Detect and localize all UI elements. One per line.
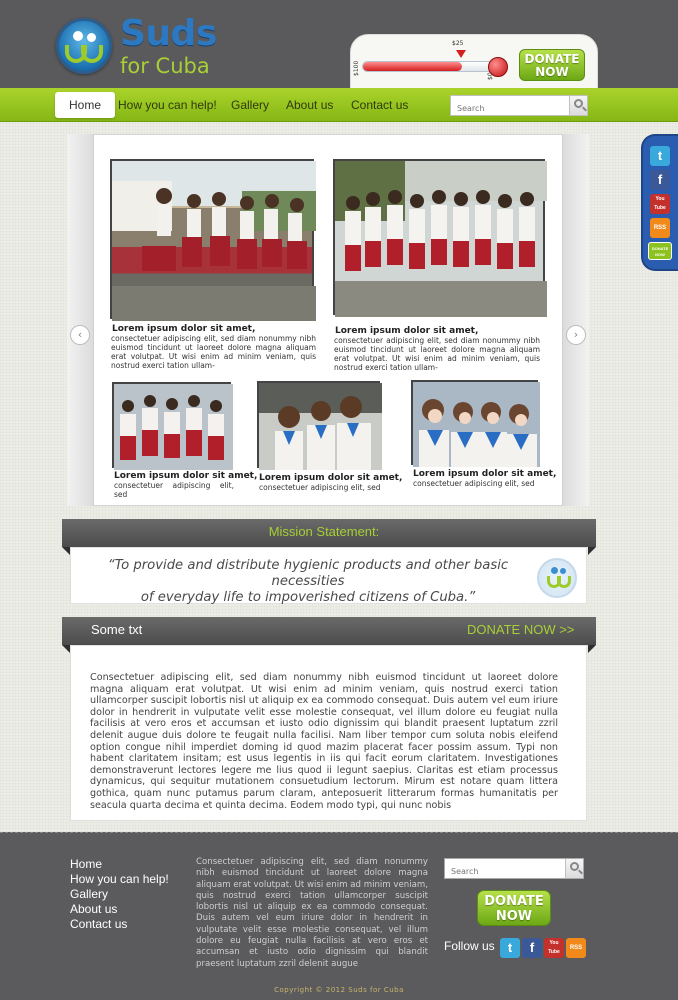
logo-title[interactable]: Suds	[120, 13, 217, 54]
footer-link-how-you-can-help[interactable]: How you can help!	[70, 872, 169, 886]
nav-about-us[interactable]: About us	[286, 98, 334, 112]
slider-photo[interactable]	[110, 159, 314, 319]
donate-button-header[interactable]: DONATE NOW	[519, 49, 585, 81]
twitter-icon[interactable]: t	[650, 146, 670, 166]
footer-youtube-icon[interactable]: You Tube	[544, 938, 564, 958]
nav-contact-us[interactable]: Contact us	[351, 98, 409, 112]
thermometer-max-label: $100	[353, 60, 360, 76]
mission-quote-line: “To provide and distribute hygienic products and other basic necessities	[107, 558, 509, 589]
slider-next-button[interactable]: ›	[566, 325, 586, 345]
logo-subtitle[interactable]: for Cuba	[120, 54, 210, 78]
footer-link-home[interactable]: Home	[70, 857, 103, 871]
slider-photo[interactable]	[411, 380, 538, 465]
search-icon	[570, 862, 579, 871]
slide-caption-title: Lorem ipsum dolor sit amet,	[335, 326, 479, 336]
mission-logo-icon	[537, 558, 577, 598]
search-button[interactable]	[569, 96, 587, 115]
footer-link-about-us[interactable]: About us	[70, 902, 118, 916]
some-txt-body: Consectetuer adipiscing elit, sed diam nonummy nibh euismod tincidunt ut laoreet dolore magna aliquam erat volutpat. Ut wisi enim ad minim veniam, quis nostrud exerci tation ullamcorper suscipit lobortis nisl ut aliquip ex ea commodo consequat. Duis autem vel eum iriure dolor in hendrerit in vulputate velit esse molestie consequat, vel illum dolore eu feugiat nulla facilisis at vero eros et accumsan et iusto odio dignissim qui blandit praesent luptatum zzril delenit augue duis dolore te feugait nulla facilisi. Nam liber tempor cum soluta nobis eleifend option congue nihil imperdiet doming id quod mazim placerat facer possim assum. Typi non habent claritatem insitam; est usus legentis in iis qui facit eorum claritatem. Investigationes demonstraverunt lectores legere me lius quod ii legunt saepius. Claritas est etiam processus dynamicus, qui sequitur mutationem consuetudium lectorum. Mirum est notare quam littera gothica, quam nunc putamus parum claram, anteposuerit litterarum formas humanitatis per seacula quarta decima et quinta decima. Eodem modo typi, qui nunc nobis	[90, 672, 558, 811]
donate-now-link[interactable]: DONATE NOW >>	[467, 622, 575, 637]
footer-rss-icon[interactable]: RSS	[566, 938, 586, 958]
footer-twitter-icon[interactable]: t	[500, 938, 520, 958]
youtube-icon[interactable]: You Tube	[650, 194, 670, 214]
slider-photo[interactable]	[112, 382, 231, 468]
slider-rail-left	[67, 134, 94, 506]
mission-quote	[84, 558, 532, 606]
donate-icon[interactable]: DONATE NOW	[648, 242, 672, 260]
nav-home[interactable]: Home	[55, 92, 115, 118]
slide-caption-body: consectetuer adipiscing elit, sed	[259, 483, 381, 492]
thermometer-min-label: $0	[487, 72, 494, 80]
footer-search-input[interactable]	[445, 862, 555, 881]
slide-caption-body: consectetuer adipiscing elit, sed diam nonummy nibh euismod tincidunt ut laoreet dolore magna aliquam erat volutpat. Ut wisi enim ad minim veniam, quis nostrud exerci tation ullam-	[111, 334, 316, 370]
nav-how-you-can-help[interactable]: How you can help!	[118, 98, 217, 112]
search-input[interactable]	[451, 99, 561, 118]
thermometer-top-label: $25	[452, 40, 464, 47]
slider-rail-right	[562, 134, 589, 506]
rss-icon[interactable]: RSS	[650, 218, 670, 238]
mission-quote-line: of everyday life to impoverished citizens of Cuba.”	[140, 590, 476, 605]
footer-link-gallery[interactable]: Gallery	[70, 887, 109, 901]
follow-us-label: Follow us	[444, 939, 495, 953]
slider-prev-button[interactable]: ‹	[70, 325, 90, 345]
slide-caption-body: consectetuer adipiscing elit, sed	[114, 481, 234, 499]
footer-link-contact-us[interactable]: Contact us	[70, 917, 128, 931]
donate-button-footer[interactable]: DONATE NOW	[477, 890, 551, 926]
bar-fold-left	[62, 547, 70, 555]
footer-search-button[interactable]	[565, 859, 583, 878]
thermometer-fill	[363, 62, 462, 71]
bar-fold-right	[588, 645, 596, 653]
slide-caption-title: Lorem ipsum dolor sit amet,	[413, 469, 557, 479]
slide-caption-title: Lorem ipsum dolor sit amet,	[259, 473, 403, 483]
facebook-icon[interactable]: f	[650, 170, 670, 190]
footer-facebook-icon[interactable]: f	[522, 938, 542, 958]
footer-text: Consectetuer adipiscing elit, sed diam nonummy nibh euismod tincidunt ut laoreet dolore magna aliquam erat volutpat. Ut wisi enim ad minim veniam, quis nostrud exerci tation ullamcorper suscipit lobortis nisl ut aliquip ex ea commodo consequat. Duis autem vel eum iriure dolor in hendrerit in vulputate velit esse molestie consequat, vel illum dolore eu feugiat nulla facilisis at vero eros et accumsan et iusto odio dignissim qui blandit praesent luptatum zzril delenit augue	[196, 857, 428, 969]
bar-fold-left	[62, 645, 70, 653]
search-box-header	[450, 95, 588, 116]
mission-heading: Mission Statement:	[268, 524, 380, 539]
slide-caption-body: consectetuer adipiscing elit, sed diam nonummy nibh euismod tincidunt ut laoreet dolore magna aliquam erat volutpat. Ut wisi enim ad minim veniam, quis nostrud exerci tation ullam-	[334, 336, 540, 372]
slide-caption-title: Lorem ipsum dolor sit amet,	[112, 324, 256, 334]
social-sidebar	[641, 134, 678, 271]
thermometer-marker-icon	[456, 50, 466, 58]
bar-fold-right	[588, 547, 596, 555]
slider-photo[interactable]	[257, 381, 380, 468]
slider-photo[interactable]	[333, 159, 545, 315]
search-icon	[574, 99, 583, 108]
slide-caption-body: consectetuer adipiscing elit, sed	[413, 479, 535, 488]
copyright: Copyright © 2012 Suds for Cuba	[274, 986, 404, 994]
some-txt-heading: Some txt	[91, 622, 143, 637]
logo-icon[interactable]	[56, 18, 112, 74]
slide-caption-title: Lorem ipsum dolor sit amet,	[114, 471, 258, 481]
nav-gallery[interactable]: Gallery	[231, 98, 270, 112]
search-box-footer	[444, 858, 584, 879]
